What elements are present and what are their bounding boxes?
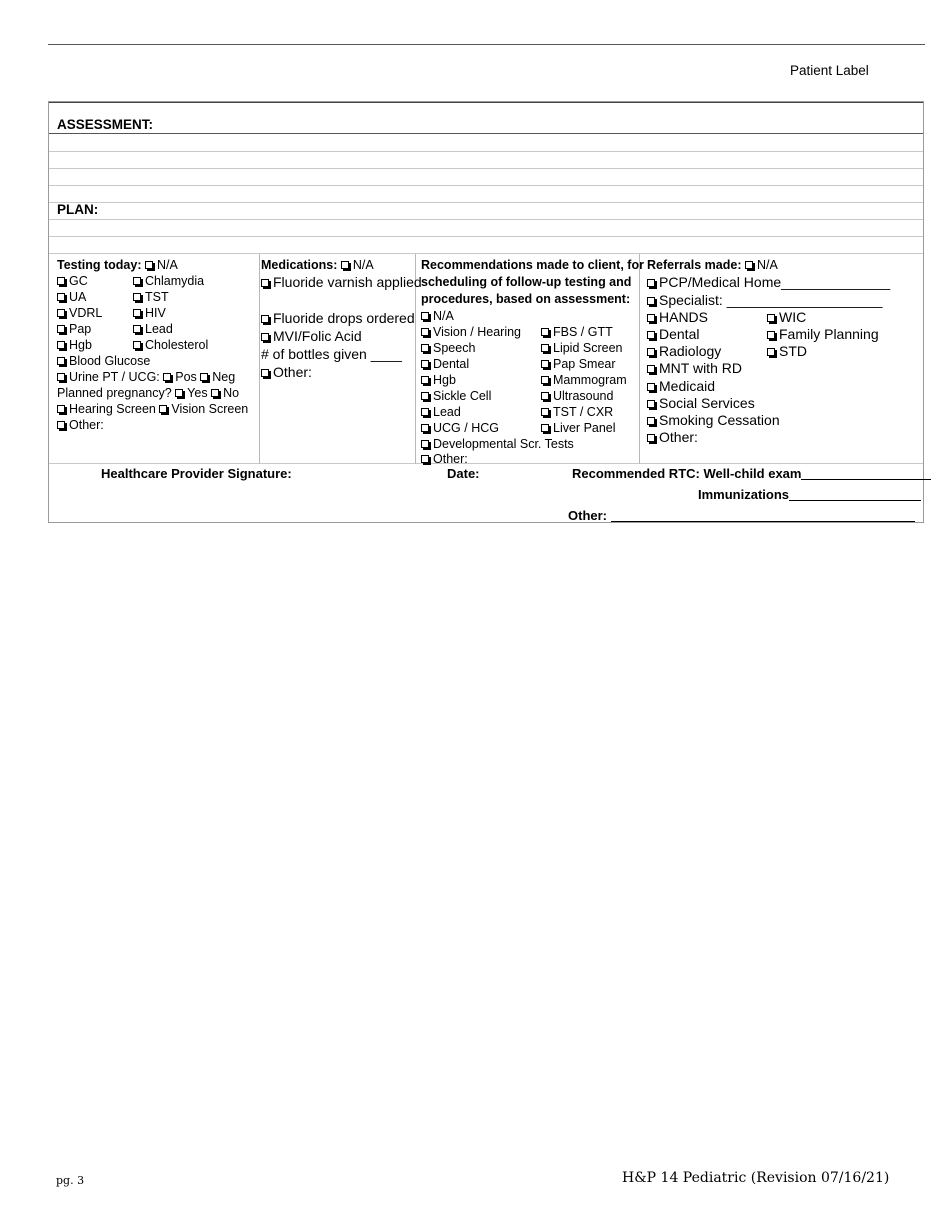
medications-other-checkbox[interactable]: [261, 369, 269, 377]
page-number: pg. 3: [56, 1174, 85, 1187]
rtc-other-label: Other:: [568, 508, 607, 523]
ref-mnt-label: MNT with RD: [659, 360, 742, 376]
testing-urine-checkbox[interactable]: [57, 373, 65, 381]
recommendations-na-label: N/A: [433, 309, 454, 323]
rec-developmental-label: Developmental Scr. Tests: [433, 437, 574, 451]
testing-pap-label: Pap: [69, 322, 92, 336]
plan-line-1[interactable]: [49, 219, 923, 220]
assessment-line-4[interactable]: [49, 202, 923, 203]
rec-liver-panel-checkbox[interactable]: [541, 424, 549, 432]
testing-label: Testing today:: [57, 258, 142, 272]
testing-lead-label: Lead: [145, 322, 173, 336]
testing-tst-label: TST: [145, 290, 169, 304]
rec-liver-panel-label: Liver Panel: [553, 421, 616, 435]
ref-std-label: STD: [779, 343, 807, 359]
medications-na-label: N/A: [352, 258, 374, 272]
vision-screen-checkbox[interactable]: [159, 405, 167, 413]
assessment-line-1[interactable]: [49, 151, 923, 152]
rec-lipid-screen-label: Lipid Screen: [553, 341, 623, 355]
testing-ua-checkbox[interactable]: [57, 293, 65, 301]
rec-mammogram-label: Mammogram: [553, 373, 627, 387]
ref-family-planning-label: Family Planning: [779, 326, 879, 342]
testing-cholesterol-label: Cholesterol: [145, 338, 209, 352]
recommendations-na-checkbox[interactable]: [421, 312, 429, 320]
plan-line-3[interactable]: [49, 253, 923, 254]
testing-gc-checkbox[interactable]: [57, 277, 65, 285]
bottles-given-field[interactable]: # of bottles given ____: [261, 346, 402, 362]
testing-urine-label: Urine PT / UCG:: [69, 370, 160, 384]
rec-pap-smear-label: Pap Smear: [553, 357, 616, 371]
column-divider-3: [639, 254, 640, 464]
plan-label: PLAN:: [57, 202, 99, 217]
testing-chlamydia-checkbox[interactable]: [133, 277, 141, 285]
rec-dental-label: Dental: [433, 357, 470, 371]
fluoride-varnish-label: Fluoride varnish applied: [273, 274, 422, 290]
rec-tst-cxr-label: TST / CXR: [553, 405, 614, 419]
ref-mnt-checkbox[interactable]: [647, 365, 655, 373]
rec-fbs-gtt-checkbox[interactable]: [541, 328, 549, 336]
form-top-border: [49, 102, 923, 103]
ref-smoking-cessation-label: Smoking Cessation: [659, 412, 780, 428]
date-label: Date:: [447, 466, 480, 481]
rec-vision-hearing-label: Vision / Hearing: [433, 325, 522, 339]
rec-other-label: Other:: [433, 452, 468, 466]
provider-signature-label: Healthcare Provider Signature:: [101, 466, 292, 481]
recommendations-heading-line-3: procedures, based on assessment:: [421, 292, 631, 306]
testing-ua-label: UA: [69, 290, 87, 304]
ref-specialist-label[interactable]: Specialist: ____________________: [659, 292, 883, 308]
testing-vdrl-label: VDRL: [69, 306, 103, 320]
vision-screen-label: Vision Screen: [171, 402, 249, 416]
rtc-well-child-label: Recommended RTC: Well-child exam: [572, 466, 802, 481]
assessment-line-2[interactable]: [49, 168, 923, 169]
plan-line-2[interactable]: [49, 236, 923, 237]
rtc-well-child-field[interactable]: [801, 467, 931, 480]
ref-social-services-label: Social Services: [659, 395, 755, 411]
ref-pcp-checkbox[interactable]: [647, 279, 655, 287]
rec-developmental-checkbox[interactable]: [421, 440, 429, 448]
patient-label: Patient Label: [790, 63, 869, 78]
testing-other-checkbox[interactable]: [57, 421, 65, 429]
column-divider-1: [259, 254, 260, 464]
rtc-other-field[interactable]: [611, 509, 915, 522]
assessment-line-3[interactable]: [49, 185, 923, 186]
urine-neg-label: Neg: [212, 370, 236, 384]
ref-other-label: Other:: [659, 429, 698, 445]
rec-dental-checkbox[interactable]: [421, 360, 429, 368]
medications-label: Medications:: [261, 258, 338, 272]
pregnancy-no-checkbox[interactable]: [211, 389, 219, 397]
testing-other-label: Other:: [69, 418, 104, 432]
ref-hands-checkbox[interactable]: [647, 314, 655, 322]
ref-hands-label: HANDS: [659, 309, 709, 325]
recommendations-heading-line-1: Recommendations made to client, for: [421, 258, 644, 272]
hearing-screen-label: Hearing Screen: [69, 402, 156, 416]
rec-ultrasound-label: Ultrasound: [553, 389, 614, 403]
rec-vision-hearing-checkbox[interactable]: [421, 328, 429, 336]
fluoride-drops-label: Fluoride drops ordered: [273, 310, 415, 326]
rec-lead-checkbox[interactable]: [421, 408, 429, 416]
ref-radiology-checkbox[interactable]: [647, 348, 655, 356]
testing-gc-label: GC: [69, 274, 88, 288]
assessment-label: ASSESSMENT:: [57, 117, 154, 132]
ref-family-planning-checkbox[interactable]: [767, 331, 775, 339]
assessment-rule: [49, 133, 923, 134]
pregnancy-no-label: No: [223, 386, 240, 400]
testing-vdrl-checkbox[interactable]: [57, 309, 65, 317]
rec-lead-label: Lead: [433, 405, 461, 419]
columns-bottom-rule: [49, 463, 923, 464]
urine-pos-label: Pos: [175, 370, 197, 384]
mvi-folic-acid-checkbox[interactable]: [261, 333, 269, 341]
ref-medicaid-checkbox[interactable]: [647, 383, 655, 391]
pregnancy-label: Planned pregnancy?: [57, 386, 172, 400]
testing-tst-checkbox[interactable]: [133, 293, 141, 301]
testing-blood-glucose-label: Blood Glucose: [69, 354, 151, 368]
testing-pap-checkbox[interactable]: [57, 325, 65, 333]
testing-lead-checkbox[interactable]: [133, 325, 141, 333]
ref-pcp-label[interactable]: PCP/Medical Home______________: [659, 274, 891, 290]
rec-hgb-checkbox[interactable]: [421, 376, 429, 384]
referrals-na-checkbox[interactable]: [745, 261, 753, 269]
ref-other-checkbox[interactable]: [647, 434, 655, 442]
immunizations-field[interactable]: [789, 488, 921, 501]
rec-sickle-cell-label: Sickle Cell: [433, 389, 492, 403]
ref-wic-checkbox[interactable]: [767, 314, 775, 322]
testing-chlamydia-label: Chlamydia: [145, 274, 205, 288]
ref-wic-label: WIC: [779, 309, 807, 325]
ref-social-services-checkbox[interactable]: [647, 400, 655, 408]
referrals-label: Referrals made:: [647, 258, 742, 272]
rec-ultrasound-checkbox[interactable]: [541, 392, 549, 400]
medications-na-checkbox[interactable]: [341, 261, 349, 269]
rec-hgb-label: Hgb: [433, 373, 456, 387]
fluoride-drops-checkbox[interactable]: [261, 315, 269, 323]
assessment-plan-form: [48, 101, 924, 523]
testing-hgb-checkbox[interactable]: [57, 341, 65, 349]
top-rule: [48, 44, 925, 45]
referrals-na-label: N/A: [756, 258, 778, 272]
rec-fbs-gtt-label: FBS / GTT: [553, 325, 613, 339]
ref-specialist-checkbox[interactable]: [647, 297, 655, 305]
testing-na-checkbox[interactable]: [145, 261, 153, 269]
rec-other-checkbox[interactable]: [421, 455, 429, 463]
ref-radiology-label: Radiology: [659, 343, 722, 359]
urine-neg-checkbox[interactable]: [200, 373, 208, 381]
rec-ucg-hcg-checkbox[interactable]: [421, 424, 429, 432]
rec-speech-label: Speech: [433, 341, 476, 355]
hearing-screen-checkbox[interactable]: [57, 405, 65, 413]
rec-lipid-screen-checkbox[interactable]: [541, 344, 549, 352]
fluoride-varnish-checkbox[interactable]: [261, 279, 269, 287]
ref-medicaid-label: Medicaid: [659, 378, 716, 394]
rec-pap-smear-checkbox[interactable]: [541, 360, 549, 368]
rec-tst-cxr-checkbox[interactable]: [541, 408, 549, 416]
testing-na-label: N/A: [156, 258, 178, 272]
testing-hiv-label: HIV: [145, 306, 166, 320]
urine-pos-checkbox[interactable]: [163, 373, 171, 381]
pregnancy-yes-checkbox[interactable]: [175, 389, 183, 397]
testing-hiv-checkbox[interactable]: [133, 309, 141, 317]
ref-dental-checkbox[interactable]: [647, 331, 655, 339]
immunizations-label: Immunizations: [698, 487, 790, 502]
rec-sickle-cell-checkbox[interactable]: [421, 392, 429, 400]
ref-std-checkbox[interactable]: [767, 348, 775, 356]
testing-hgb-label: Hgb: [69, 338, 92, 352]
testing-cholesterol-checkbox[interactable]: [133, 341, 141, 349]
mvi-folic-acid-label: MVI/Folic Acid: [273, 328, 362, 344]
document-title: H&P 14 Pediatric (Revision 07/16/21): [622, 1170, 890, 1186]
recommendations-heading-line-2: scheduling of follow-up testing and: [421, 275, 632, 289]
testing-blood-glucose-checkbox[interactable]: [57, 357, 65, 365]
rec-speech-checkbox[interactable]: [421, 344, 429, 352]
rec-mammogram-checkbox[interactable]: [541, 376, 549, 384]
ref-dental-label: Dental: [659, 326, 700, 342]
medications-other-label: Other:: [273, 364, 312, 380]
pregnancy-yes-label: Yes: [187, 386, 208, 400]
ref-smoking-cessation-checkbox[interactable]: [647, 417, 655, 425]
rec-ucg-hcg-label: UCG / HCG: [433, 421, 499, 435]
